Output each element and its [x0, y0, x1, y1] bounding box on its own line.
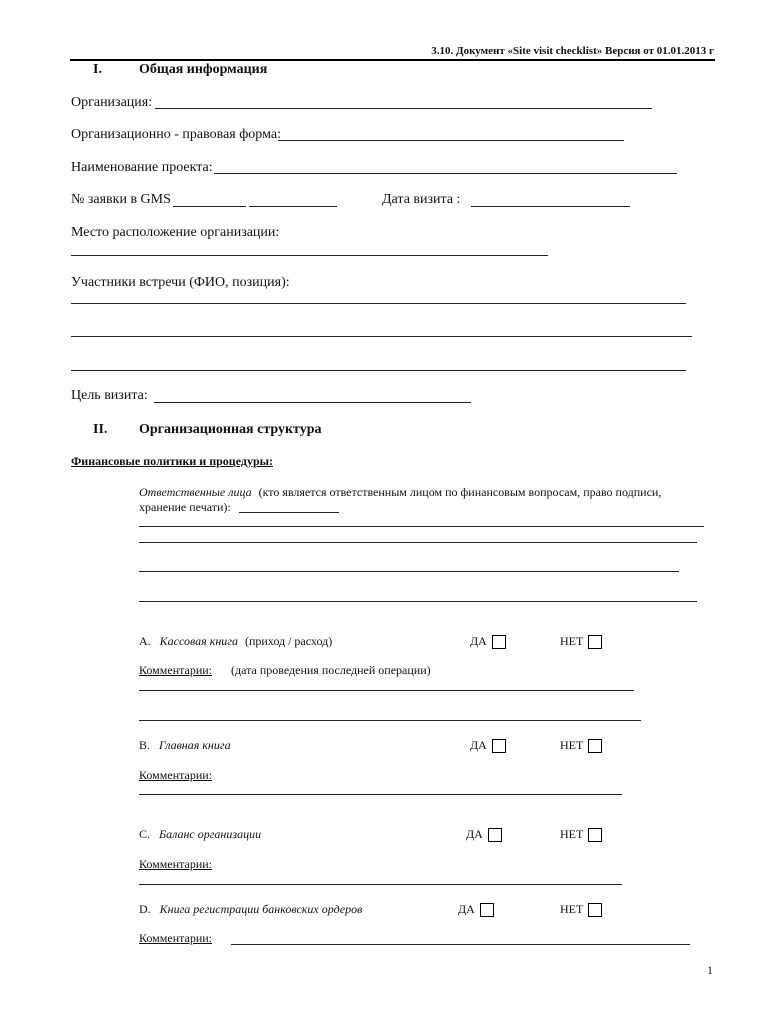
item-b-comments-label: Комментарии: — [139, 768, 213, 782]
organization-field[interactable] — [155, 108, 652, 109]
section-1-number: I. — [93, 62, 102, 77]
item-b-letter: B. — [139, 738, 151, 752]
organization-label: Организация: — [71, 95, 153, 110]
item-d-comment-line[interactable] — [231, 944, 690, 945]
item-c-no-checkbox[interactable] — [588, 828, 602, 842]
subsection-title: Финансовые политики и процедуры: — [71, 454, 273, 468]
item-d-name: Книга регистрации банковских ордеров — [159, 902, 363, 916]
responsible-persons-label: Ответственные лица — [139, 485, 252, 499]
responsible-line-2[interactable] — [139, 542, 697, 543]
item-d-no-checkbox[interactable] — [588, 903, 602, 917]
responsible-persons-desc: (кто является ответственным лицом по финансовым вопросам, право подписи, — [258, 485, 662, 499]
visit-date-field[interactable] — [471, 206, 630, 207]
item-a-comment-line-1[interactable] — [139, 690, 634, 691]
item-b-name: Главная книга — [159, 738, 231, 752]
item-a-no-checkbox[interactable] — [588, 635, 602, 649]
item-b-row — [139, 738, 231, 753]
item-c-no-label: НЕТ — [560, 827, 584, 841]
item-d-yes-label: ДА — [458, 902, 475, 916]
project-name-field[interactable] — [214, 173, 677, 174]
participants-line-3[interactable] — [71, 370, 686, 371]
item-a-name: Кассовая книга — [159, 634, 238, 648]
document-header-title: 3.10. Документ «Site visit checklist» Версия от 01.01.2013 г — [431, 45, 714, 57]
item-b-no-label: НЕТ — [560, 738, 584, 752]
purpose-label: Цель визита: — [71, 388, 148, 403]
section-2-number: II. — [93, 422, 108, 437]
legal-form-label: Организационно - правовая форма: — [71, 127, 281, 142]
item-c-comment-line[interactable] — [139, 884, 622, 885]
responsible-line-4[interactable] — [139, 601, 697, 602]
item-a-note: (приход / расход) — [244, 634, 333, 648]
item-d-row — [139, 902, 362, 917]
item-b-comment-line[interactable] — [139, 794, 622, 795]
visit-date-label: Дата визита : — [382, 192, 461, 207]
item-c-comments-label: Комментарии: — [139, 857, 213, 871]
header-rule — [70, 59, 715, 61]
item-a-yes-label: ДА — [470, 634, 487, 648]
project-name-label: Наименование проекта: — [71, 160, 213, 175]
item-d-yes-checkbox[interactable] — [480, 903, 494, 917]
item-a-comment-hint: (дата проведения последней операции) — [231, 663, 431, 677]
item-b-yes-checkbox[interactable] — [492, 739, 506, 753]
page-number: 1 — [707, 963, 713, 977]
gms-number-field-b[interactable] — [249, 206, 337, 207]
item-a-yes-checkbox[interactable] — [492, 635, 506, 649]
item-b-yes-label: ДА — [470, 738, 487, 752]
item-d-no-label: НЕТ — [560, 902, 584, 916]
item-c-name: Баланс организации — [159, 827, 262, 841]
item-c-row — [139, 827, 261, 842]
responsible-persons-desc-2: хранение печати): — [139, 500, 231, 514]
location-field[interactable] — [71, 255, 548, 256]
item-a-no-label: НЕТ — [560, 634, 584, 648]
participants-label: Участники встречи (ФИО, позиция): — [71, 275, 290, 290]
item-b-no-checkbox[interactable] — [588, 739, 602, 753]
responsible-persons-line — [139, 485, 661, 500]
responsible-line-3[interactable] — [139, 571, 679, 572]
item-a-row — [139, 634, 332, 649]
item-d-comments-label: Комментарии: — [139, 931, 213, 945]
responsible-line-1[interactable] — [139, 526, 704, 527]
section-1-title: Общая информация — [139, 62, 268, 77]
item-d-letter: D. — [139, 902, 151, 916]
item-c-yes-checkbox[interactable] — [488, 828, 502, 842]
section-2-title: Организационная структура — [139, 422, 322, 437]
item-a-comment-line-2[interactable] — [139, 720, 641, 721]
item-c-letter: C. — [139, 827, 151, 841]
legal-form-field[interactable] — [278, 140, 624, 141]
item-c-yes-label: ДА — [466, 827, 483, 841]
purpose-field[interactable] — [154, 402, 471, 403]
gms-number-label: № заявки в GMS — [71, 192, 171, 207]
gms-number-field-a[interactable] — [173, 206, 246, 207]
responsible-persons-field[interactable] — [239, 512, 339, 513]
location-label: Место расположение организации: — [71, 225, 280, 240]
item-a-comments-label: Комментарии: — [139, 663, 213, 677]
item-a-letter: A. — [139, 634, 151, 648]
participants-line-1[interactable] — [71, 303, 686, 304]
participants-line-2[interactable] — [71, 336, 692, 337]
